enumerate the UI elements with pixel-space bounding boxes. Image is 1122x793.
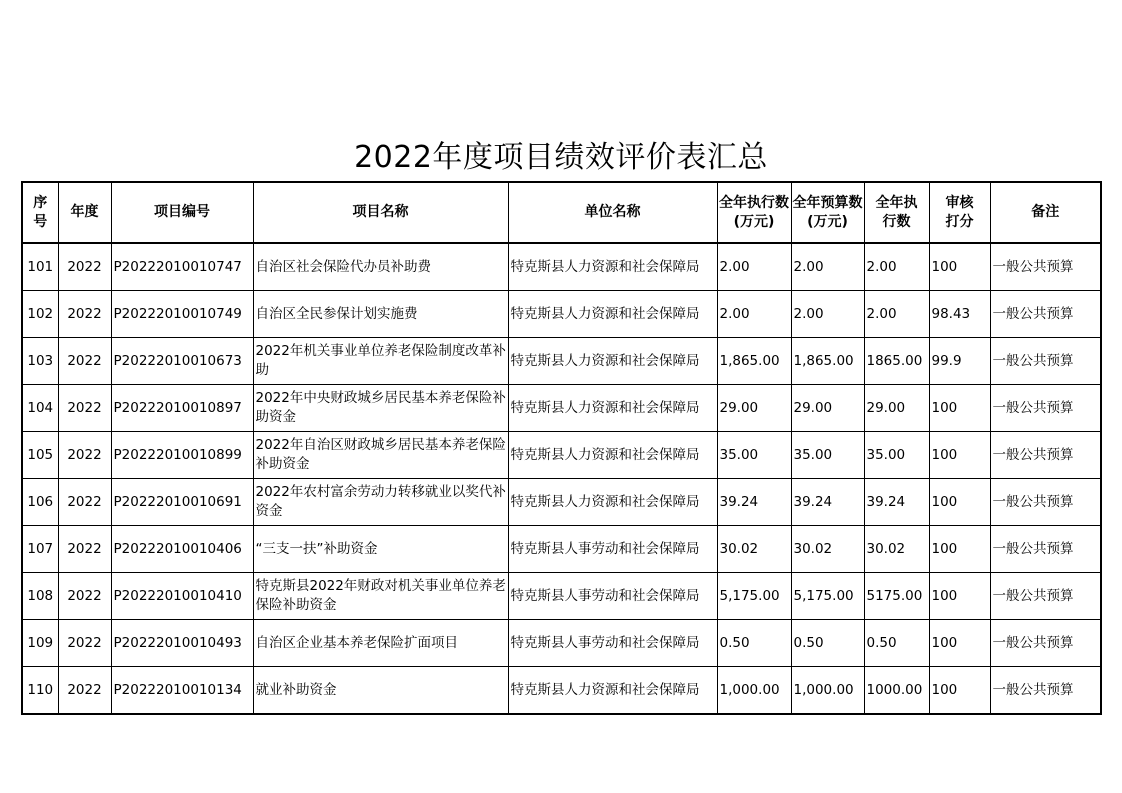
cell-remark: 一般公共预算 (990, 338, 1101, 385)
cell-budget: 2.00 (791, 243, 864, 291)
cell-unit-name: 特克斯县人力资源和社会保障局 (508, 479, 717, 526)
cell-remark: 一般公共预算 (990, 432, 1101, 479)
cell-unit-name: 特克斯县人力资源和社会保障局 (508, 243, 717, 291)
cell-seq: 101 (22, 243, 58, 291)
cell-exec: 0.50 (717, 620, 791, 667)
cell-year: 2022 (58, 243, 111, 291)
header-execnum: 全年执行数 (864, 182, 929, 243)
cell-code: P20222010010410 (111, 573, 253, 620)
cell-budget: 35.00 (791, 432, 864, 479)
cell-budget: 2.00 (791, 291, 864, 338)
cell-budget: 1,000.00 (791, 667, 864, 715)
header-row (22, 182, 1101, 243)
cell-remark: 一般公共预算 (990, 667, 1101, 715)
cell-seq: 103 (22, 338, 58, 385)
cell-code: P20222010010899 (111, 432, 253, 479)
cell-execnum: 1865.00 (864, 338, 929, 385)
cell-exec: 35.00 (717, 432, 791, 479)
cell-exec: 29.00 (717, 385, 791, 432)
cell-project-name: 自治区社会保险代办员补助费 (253, 243, 508, 291)
cell-seq: 102 (22, 291, 58, 338)
cell-execnum: 29.00 (864, 385, 929, 432)
cell-year: 2022 (58, 432, 111, 479)
cell-remark: 一般公共预算 (990, 291, 1101, 338)
cell-project-name: 2022年自治区财政城乡居民基本养老保险补助资金 (253, 432, 508, 479)
cell-seq: 110 (22, 667, 58, 715)
cell-budget: 39.24 (791, 479, 864, 526)
cell-budget: 30.02 (791, 526, 864, 573)
cell-project-name: 2022年中央财政城乡居民基本养老保险补助资金 (253, 385, 508, 432)
cell-remark: 一般公共预算 (990, 573, 1101, 620)
cell-seq: 108 (22, 573, 58, 620)
cell-exec: 5,175.00 (717, 573, 791, 620)
cell-score: 100 (929, 573, 990, 620)
cell-execnum: 2.00 (864, 243, 929, 291)
cell-project-name: 自治区企业基本养老保险扩面项目 (253, 620, 508, 667)
table-row (22, 243, 1101, 291)
cell-year: 2022 (58, 479, 111, 526)
cell-year: 2022 (58, 291, 111, 338)
cell-unit-name: 特克斯县人力资源和社会保障局 (508, 385, 717, 432)
cell-execnum: 5175.00 (864, 573, 929, 620)
cell-code: P20222010010673 (111, 338, 253, 385)
table-row (22, 620, 1101, 667)
cell-year: 2022 (58, 620, 111, 667)
cell-exec: 39.24 (717, 479, 791, 526)
header-year: 年度 (58, 182, 111, 243)
cell-unit-name: 特克斯县人事劳动和社会保障局 (508, 620, 717, 667)
cell-execnum: 35.00 (864, 432, 929, 479)
cell-project-name: 2022年机关事业单位养老保险制度改革补助 (253, 338, 508, 385)
cell-budget: 1,865.00 (791, 338, 864, 385)
cell-unit-name: 特克斯县人力资源和社会保障局 (508, 291, 717, 338)
header-unit: 单位名称 (508, 182, 717, 243)
header-name: 项目名称 (253, 182, 508, 243)
cell-exec: 1,000.00 (717, 667, 791, 715)
cell-budget: 0.50 (791, 620, 864, 667)
cell-score: 100 (929, 243, 990, 291)
cell-unit-name: 特克斯县人事劳动和社会保障局 (508, 526, 717, 573)
cell-year: 2022 (58, 385, 111, 432)
cell-year: 2022 (58, 667, 111, 715)
table-row (22, 667, 1101, 715)
cell-unit-name: 特克斯县人力资源和社会保障局 (508, 432, 717, 479)
cell-code: P20222010010691 (111, 479, 253, 526)
performance-table (21, 181, 1102, 715)
cell-project-name: 就业补助资金 (253, 667, 508, 715)
cell-seq: 106 (22, 479, 58, 526)
cell-remark: 一般公共预算 (990, 526, 1101, 573)
table-row (22, 573, 1101, 620)
table-row (22, 526, 1101, 573)
cell-remark: 一般公共预算 (990, 243, 1101, 291)
cell-seq: 105 (22, 432, 58, 479)
cell-code: P20222010010897 (111, 385, 253, 432)
cell-score: 100 (929, 385, 990, 432)
header-code: 项目编号 (111, 182, 253, 243)
table-row (22, 479, 1101, 526)
cell-remark: 一般公共预算 (990, 479, 1101, 526)
cell-execnum: 39.24 (864, 479, 929, 526)
cell-score: 100 (929, 667, 990, 715)
cell-score: 100 (929, 526, 990, 573)
cell-execnum: 30.02 (864, 526, 929, 573)
cell-score: 100 (929, 479, 990, 526)
cell-execnum: 1000.00 (864, 667, 929, 715)
cell-exec: 2.00 (717, 291, 791, 338)
cell-code: P20222010010749 (111, 291, 253, 338)
cell-exec: 1,865.00 (717, 338, 791, 385)
cell-unit-name: 特克斯县人力资源和社会保障局 (508, 667, 717, 715)
table-row (22, 385, 1101, 432)
cell-code: P20222010010747 (111, 243, 253, 291)
header-exec: 全年执行数(万元) (717, 182, 791, 243)
cell-code: P20222010010493 (111, 620, 253, 667)
header-budget: 全年预算数(万元) (791, 182, 864, 243)
cell-unit-name: 特克斯县人事劳动和社会保障局 (508, 573, 717, 620)
cell-seq: 104 (22, 385, 58, 432)
cell-budget: 29.00 (791, 385, 864, 432)
cell-code: P20222010010134 (111, 667, 253, 715)
header-seq: 序号 (22, 182, 58, 243)
cell-score: 99.9 (929, 338, 990, 385)
table-row (22, 432, 1101, 479)
cell-execnum: 2.00 (864, 291, 929, 338)
cell-project-name: 自治区全民参保计划实施费 (253, 291, 508, 338)
cell-seq: 109 (22, 620, 58, 667)
cell-year: 2022 (58, 526, 111, 573)
header-remark: 备注 (990, 182, 1101, 243)
cell-score: 100 (929, 432, 990, 479)
cell-budget: 5,175.00 (791, 573, 864, 620)
cell-remark: 一般公共预算 (990, 620, 1101, 667)
table-row (22, 338, 1101, 385)
cell-year: 2022 (58, 338, 111, 385)
cell-project-name: “三支一扶”补助资金 (253, 526, 508, 573)
cell-project-name: 2022年农村富余劳动力转移就业以奖代补资金 (253, 479, 508, 526)
cell-code: P20222010010406 (111, 526, 253, 573)
cell-seq: 107 (22, 526, 58, 573)
cell-score: 98.43 (929, 291, 990, 338)
cell-unit-name: 特克斯县人力资源和社会保障局 (508, 338, 717, 385)
cell-exec: 2.00 (717, 243, 791, 291)
table-row (22, 291, 1101, 338)
cell-exec: 30.02 (717, 526, 791, 573)
cell-year: 2022 (58, 573, 111, 620)
cell-remark: 一般公共预算 (990, 385, 1101, 432)
cell-project-name: 特克斯县2022年财政对机关事业单位养老保险补助资金 (253, 573, 508, 620)
cell-score: 100 (929, 620, 990, 667)
page-title: 2022年度项目绩效评价表汇总 (354, 140, 768, 176)
header-score: 审核打分 (929, 182, 990, 243)
cell-execnum: 0.50 (864, 620, 929, 667)
